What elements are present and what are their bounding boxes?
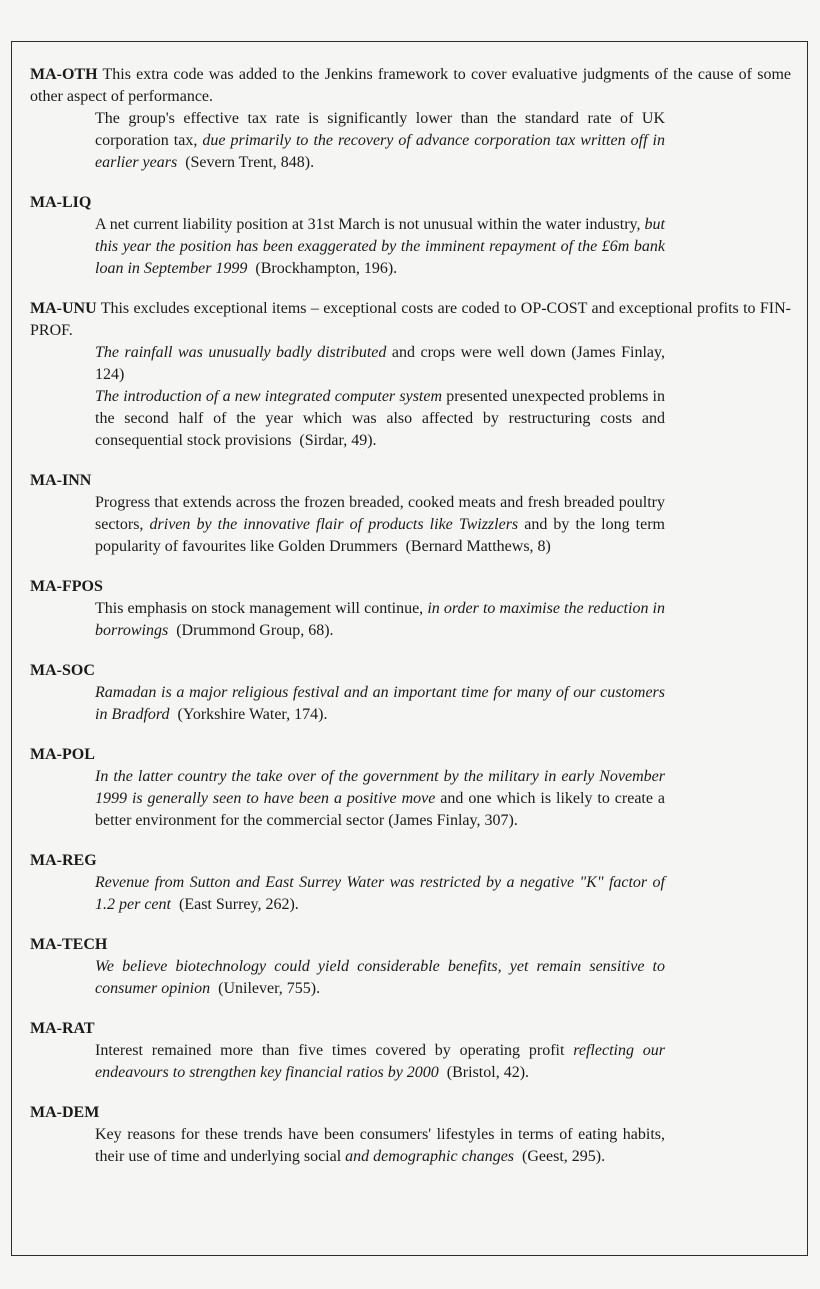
quote-text-segment: and one which is likely to create a better environment for the commercial sector (James Finlay, 307). <box>95 790 666 829</box>
code-section <box>30 1102 791 1168</box>
quote-list <box>95 872 665 916</box>
quote-paragraph <box>95 598 665 642</box>
quote-text-segment: This emphasis on stock management will continue, <box>95 600 428 617</box>
quote-text-segment: (Bristol, 42). <box>438 1064 530 1081</box>
quote-paragraph <box>95 386 665 452</box>
quote-paragraph <box>95 108 665 174</box>
code-section <box>30 576 791 642</box>
quote-text-segment: (East Surrey, 262). <box>170 896 299 913</box>
quote-paragraph <box>95 214 665 280</box>
quote-text-segment: (Unilever, 755). <box>210 980 321 997</box>
quote-text-segment: in order to maximise the reduction in borrowings <box>95 600 666 639</box>
code-section <box>30 64 791 174</box>
code-description: This extra code was added to the Jenkins framework to cover evaluative judgments of the cause of some other aspect of performance. <box>30 66 791 105</box>
quote-text-segment: Ramadan is a major religious festival and an important time for many of our customers in Bradford <box>95 684 665 723</box>
quote-text-segment: and demographic changes <box>345 1148 515 1165</box>
section-heading <box>30 660 791 682</box>
section-heading <box>30 1102 791 1124</box>
section-heading <box>30 64 791 108</box>
quote-paragraph <box>95 342 665 386</box>
section-heading <box>30 1018 791 1040</box>
quote-text-segment: driven by the innovative flair of products like Twizzlers <box>149 516 519 533</box>
quote-list <box>95 682 665 726</box>
quote-text-segment: and crops were well down (James Finlay, 124) <box>95 344 665 383</box>
quote-text-segment: Progress that extends across the frozen breaded, cooked meats and fresh breaded poultry sectors, <box>95 494 665 533</box>
quote-text-segment: but this year the position has been exaggerated by the imminent repayment of the £6m bank loan in September 1999 <box>95 216 665 277</box>
document-border-frame <box>11 41 808 1256</box>
code-description: This excludes exceptional items – exceptional costs are coded to OP-COST and exceptional profits to FIN-PROF. <box>30 300 791 339</box>
quote-paragraph <box>95 766 665 832</box>
quote-paragraph <box>95 956 665 1000</box>
code-label: MA-LIQ <box>30 194 92 211</box>
code-section <box>30 660 791 726</box>
quote-list <box>95 108 665 174</box>
code-label: MA-OTH <box>30 66 98 83</box>
quote-text-segment: (Drummond Group, 68). <box>168 622 334 639</box>
code-section <box>30 850 791 916</box>
quote-text-segment: due primarily to the recovery of advance corporation tax written off in earlier years <box>95 132 665 171</box>
quote-list <box>95 956 665 1000</box>
quote-list <box>95 598 665 642</box>
section-heading <box>30 576 791 598</box>
quote-text-segment: (Yorkshire Water, 174). <box>169 706 328 723</box>
quote-text-segment: (Brockhampton, 196). <box>247 260 398 277</box>
quote-text-segment: reflecting our endeavours to strengthen key financial ratios by 2000 <box>95 1042 665 1081</box>
code-label: MA-SOC <box>30 662 95 679</box>
code-section <box>30 192 791 280</box>
quote-list <box>95 766 665 832</box>
code-section <box>30 298 791 452</box>
quote-list <box>95 1040 665 1084</box>
quote-list <box>95 342 665 452</box>
quote-list <box>95 492 665 558</box>
quote-paragraph <box>95 1124 665 1168</box>
code-section <box>30 1018 791 1084</box>
quote-paragraph <box>95 1040 665 1084</box>
quote-text-segment: The introduction of a new integrated computer system <box>95 388 443 405</box>
quote-text-segment: (Geest, 295). <box>514 1148 606 1165</box>
code-section <box>30 744 791 832</box>
quote-text-segment: A net current liability position at 31st March is not unusual within the water industry, <box>95 216 645 233</box>
code-sections <box>30 64 791 1168</box>
section-heading <box>30 470 791 492</box>
quote-list <box>95 1124 665 1168</box>
code-label: MA-RAT <box>30 1020 95 1037</box>
section-heading <box>30 850 791 872</box>
code-label: MA-REG <box>30 852 97 869</box>
quote-paragraph <box>95 492 665 558</box>
section-heading <box>30 934 791 956</box>
code-label: MA-INN <box>30 472 92 489</box>
code-label: MA-TECH <box>30 936 108 953</box>
quote-text-segment: presented unexpected problems in the second half of the year which was also affected by restructuring costs and consequential stock provisions (Sirdar, 49). <box>95 388 665 449</box>
code-section <box>30 934 791 1000</box>
quote-text-segment: The rainfall was unusually badly distributed <box>95 344 387 361</box>
quote-text-segment: The group's effective tax rate is significantly lower than the standard rate of UK corporation tax, <box>95 110 665 149</box>
quote-text-segment: and by the long term popularity of favourites like Golden Drummers (Bernard Matthews, 8) <box>95 516 665 555</box>
quote-text-segment: (Severn Trent, 848). <box>177 154 315 171</box>
code-label: MA-UNU <box>30 300 97 317</box>
section-heading <box>30 298 791 342</box>
code-label: MA-POL <box>30 746 95 763</box>
quote-text-segment: Key reasons for these trends have been consumers' lifestyles in terms of eating habits, their use of time and underlying social <box>95 1126 665 1165</box>
quote-list <box>95 214 665 280</box>
quote-paragraph <box>95 682 665 726</box>
section-heading <box>30 192 791 214</box>
code-section <box>30 470 791 558</box>
code-label: MA-FPOS <box>30 578 103 595</box>
quote-text-segment: Revenue from Sutton and East Surrey Water was restricted by a negative "K" factor of 1.2 per cent <box>95 874 665 913</box>
quote-text-segment: We believe biotechnology could yield considerable benefits, yet remain sensitive to consumer opinion <box>95 958 665 997</box>
quote-text-segment: Interest remained more than five times covered by operating profit <box>95 1042 574 1059</box>
quote-text-segment: In the latter country the take over of the government by the military in early November 1999 is generally seen to have been a positive move <box>95 768 665 807</box>
quote-paragraph <box>95 872 665 916</box>
section-heading <box>30 744 791 766</box>
code-label: MA-DEM <box>30 1104 100 1121</box>
